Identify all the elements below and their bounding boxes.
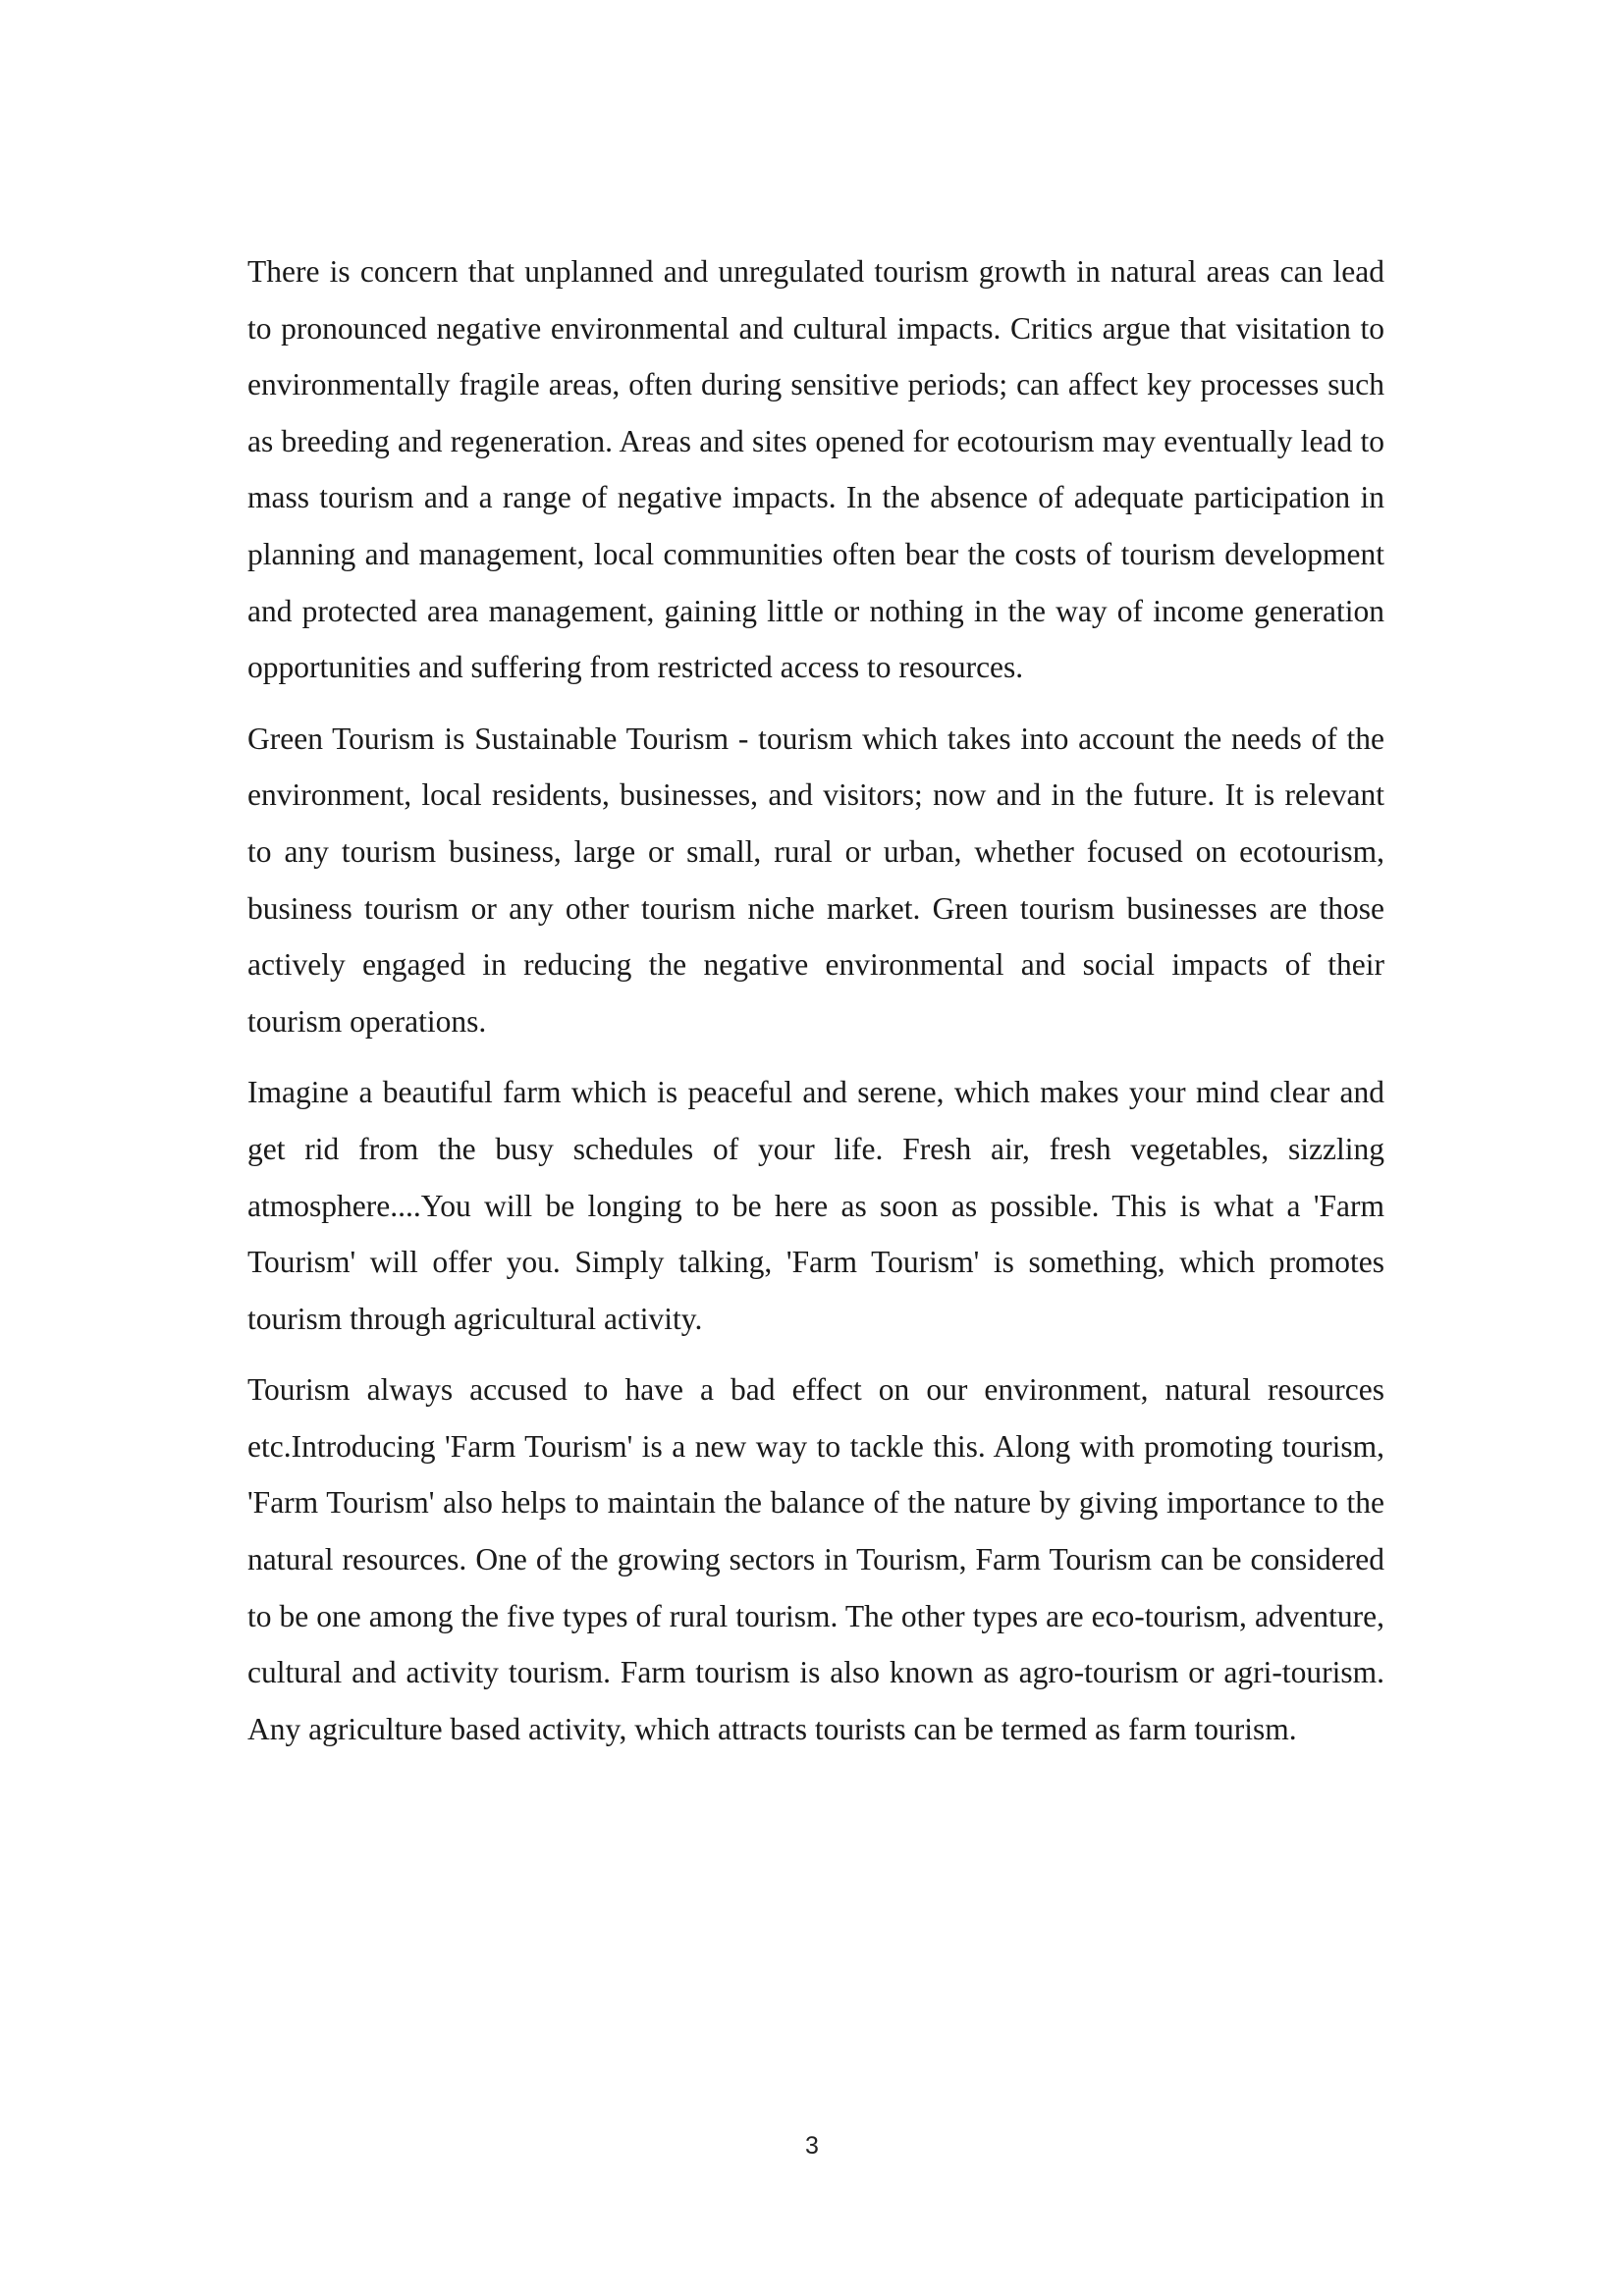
page-number: 3: [805, 2132, 819, 2160]
paragraph-farm-tourism: Tourism always accused to have a bad effect on our environment, natural resources etc.Introducing 'Farm Tourism' is a new way to tackle this. Along with promoting tourism, 'Farm Tourism' also helps to maintain the balance of the nature by giving importance to the natural resources. One of the growing sectors in Tourism, Farm Tourism can be considered to be one among the five types of rural tourism. The other types are eco-tourism, adventure, cultural and activity tourism. Farm tourism is also known as agro-tourism or agri-tourism. Any agriculture based activity, which attracts tourists can be termed as farm tourism.: [247, 1372, 1384, 1746]
paragraph-ecotourism-concerns: There is concern that unplanned and unregulated tourism growth in natural areas can lead to pronounced negative environmental and cultural impacts. Critics argue that visitation to environmentally fragile areas, often during sensitive periods; can affect key processes such as breeding and regeneration. Areas and sites opened for ecotourism may eventually lead to mass tourism and a range of negative impacts. In the absence of adequate participation in planning and management, local communities often bear the costs of tourism development and protected area management, gaining little or nothing in the way of income generation opportunities and suffering from restricted access to resources.: [247, 254, 1384, 685]
paragraph-green-tourism: Green Tourism is Sustainable Tourism - tourism which takes into account the needs of the environment, local residents, businesses, and visitors; now and in the future. It is relevant to any tourism business, large or small, rural or urban, whether focused on ecotourism, business tourism or any other tourism niche market. Green tourism businesses are those actively engaged in reducing the negative environmental and social impacts of their tourism operations.: [247, 721, 1384, 1039]
document-body: [247, 243, 1384, 1772]
paragraph-farm-imagine: Imagine a beautiful farm which is peaceful and serene, which makes your mind clear and get rid from the busy schedules of your life. Fresh air, fresh vegetables, sizzling atmosphere....You will be longing to be here as soon as possible. This is what a 'Farm Tourism' will offer you. Simply talking, 'Farm Tourism' is something, which promotes tourism through agricultural activity.: [247, 1075, 1384, 1336]
